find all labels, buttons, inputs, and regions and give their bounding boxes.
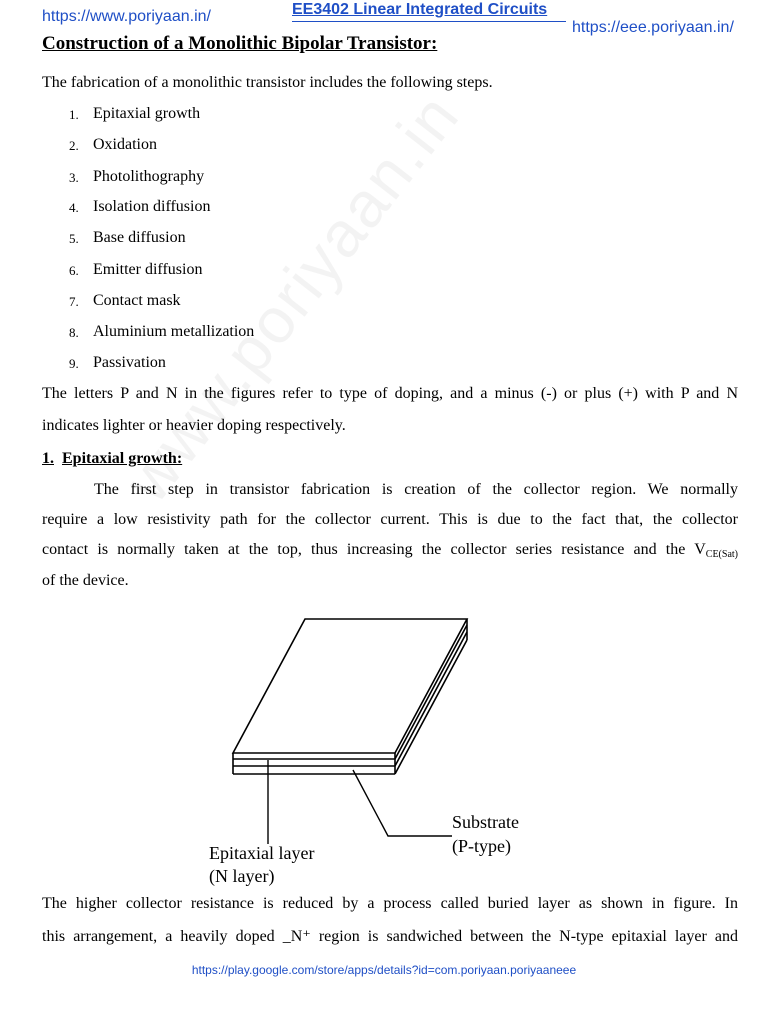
list-item-number: 3.: [69, 170, 79, 185]
para2-line2: this arrangement, a heavily doped _N⁺ region is sandwiched between the N-type epitaxial layer and: [42, 928, 738, 945]
substrate-leader-line: [353, 770, 452, 836]
section-heading-epitaxial-growth: [42, 450, 182, 468]
epitaxial-layer-label: Epitaxial layer: [209, 843, 315, 863]
header-left-link[interactable]: https://www.poriyaan.in/: [42, 8, 211, 25]
list-item-number: 7.: [69, 294, 79, 309]
para1-line2: require a low resistivity path for the collector current. This is due to the fact that, the collector: [42, 511, 738, 528]
vce-sat-subscript: CE(Sat): [705, 549, 738, 560]
list-item-label: Passivation: [93, 354, 166, 371]
para1-line4: of the device.: [42, 572, 129, 589]
substrate-type-label: (P-type): [452, 836, 511, 856]
section-number: 1.: [42, 450, 54, 467]
list-item-label: Isolation diffusion: [93, 198, 211, 215]
list-item-label: Oxidation: [93, 136, 157, 153]
doping-note-line1: The letters P and N in the figures refer to type of doping, and a minus (-) or plus (+) with P and N: [42, 385, 738, 402]
list-item-label: Base diffusion: [93, 229, 186, 246]
section-heading-text: Epitaxial growth:: [62, 450, 183, 467]
list-item-number: 4.: [69, 200, 79, 215]
substrate-label: Substrate: [452, 812, 519, 832]
para2-line1: The higher collector resistance is reduced by a process called buried layer as shown in figure. In: [42, 895, 738, 912]
header-right-link[interactable]: https://eee.poriyaan.in/: [572, 19, 734, 36]
epitaxial-n-layer-label: (N layer): [209, 866, 275, 886]
footer-link[interactable]: https://play.google.com/store/apps/details?id=com.poriyaan.poriyaaneee: [191, 963, 577, 977]
course-title-link[interactable]: EE3402 Linear Integrated Circuits: [292, 1, 548, 18]
list-item-label: Aluminium metallization: [93, 323, 255, 340]
list-item-number: 8.: [69, 325, 79, 340]
doping-note-line2: indicates lighter or heavier doping respectively.: [42, 417, 346, 434]
list-item-number: 1.: [69, 107, 79, 122]
intro-text: The fabrication of a monolithic transistor includes the following steps.: [42, 74, 493, 91]
header-divider: [292, 21, 566, 22]
list-item-number: 6.: [69, 263, 79, 278]
para1-line3: [42, 541, 738, 560]
page-title: Construction of a Monolithic Bipolar Transistor:: [42, 33, 438, 54]
list-item-number: 5.: [69, 231, 79, 246]
list-item-number: 2.: [69, 138, 79, 153]
list-item-label: Emitter diffusion: [93, 261, 203, 278]
list-item-number: 9.: [69, 356, 79, 371]
list-item-label: Contact mask: [93, 292, 181, 309]
para1-line3-text: contact is normally taken at the top, thus increasing the collector series resistance and the V: [42, 541, 706, 558]
para1-line1: The first step in transistor fabrication is creation of the collector region. We normally: [94, 481, 738, 498]
list-item-label: Photolithography: [93, 168, 205, 185]
list-item-label: Epitaxial growth: [93, 105, 201, 122]
